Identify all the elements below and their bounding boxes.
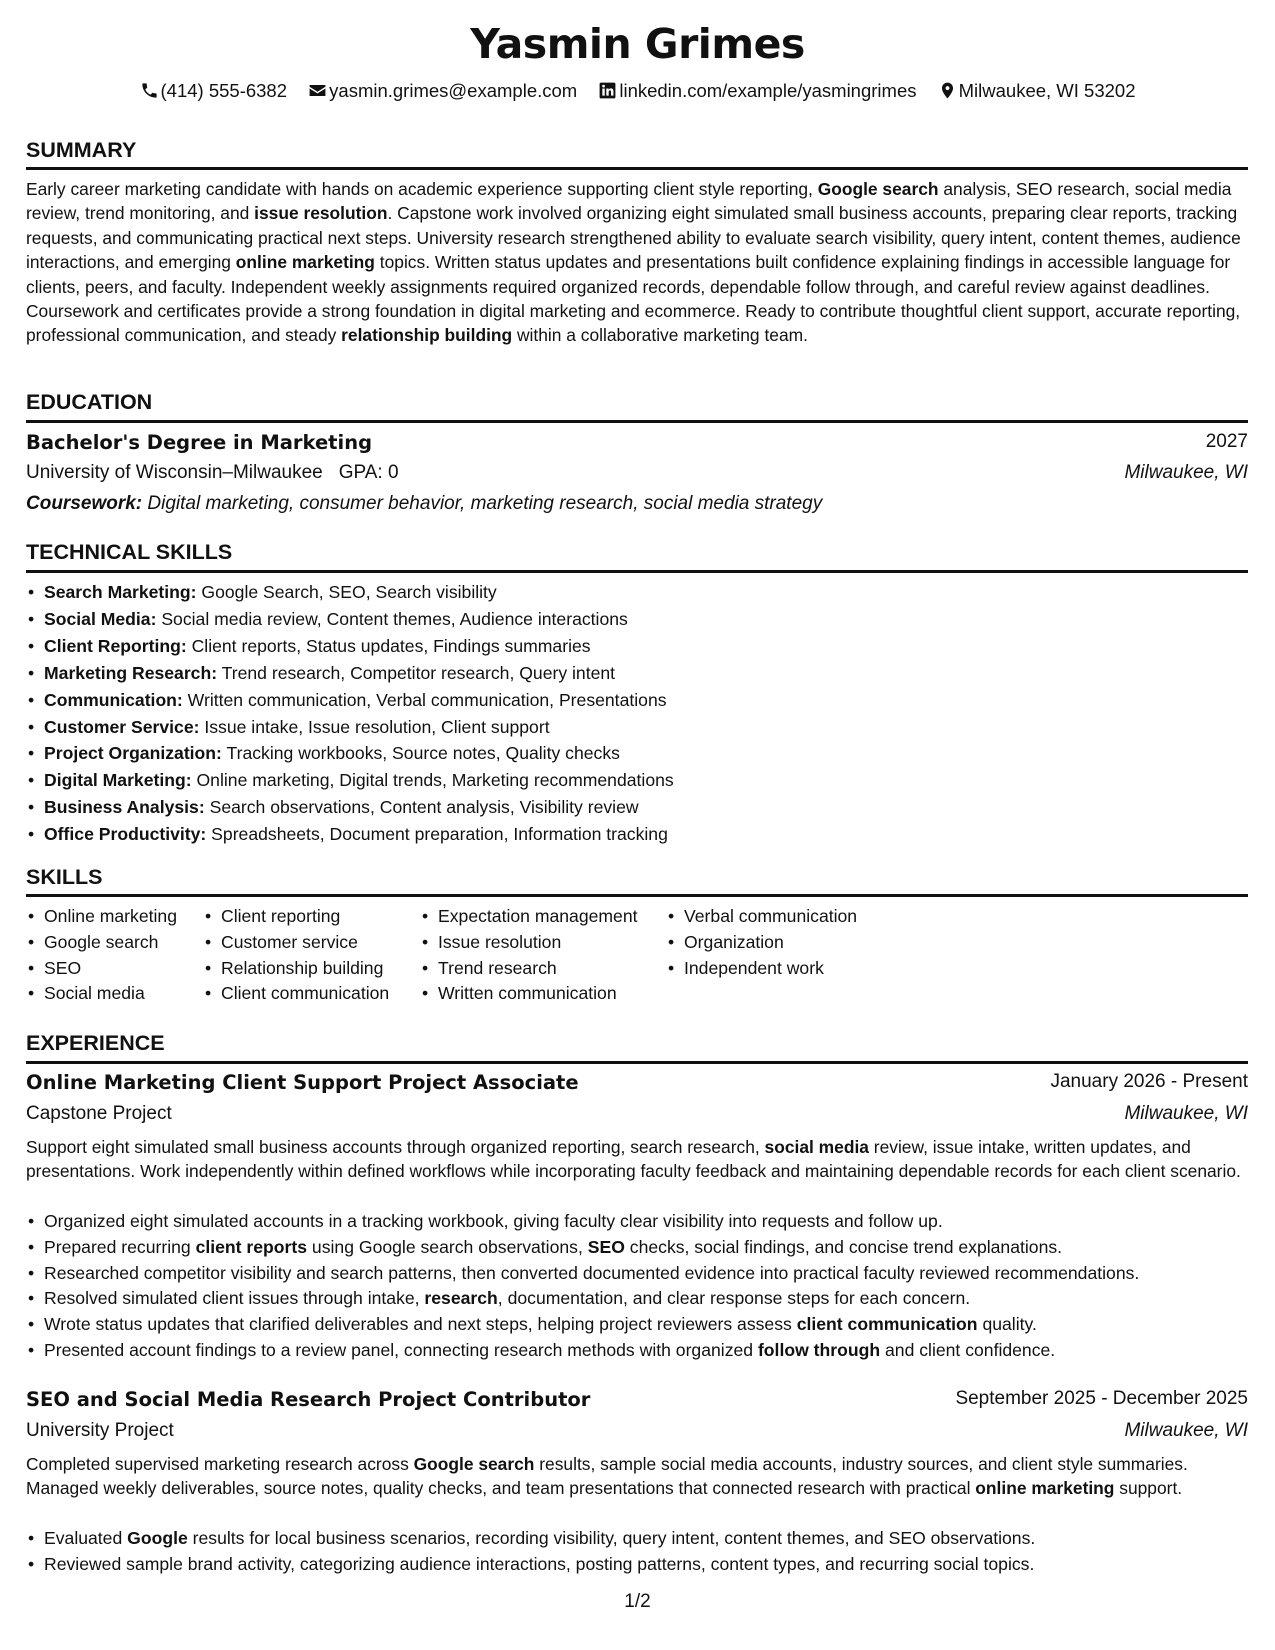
experience-rule [26, 1061, 1248, 1064]
coursework-text: Digital marketing, consumer behavior, marketing research, social media strategy [142, 493, 823, 514]
skills-column [203, 904, 389, 1007]
experience-bullet [26, 1261, 1139, 1287]
technical-skill-values: Trend research, Competitor research, Query intent [217, 662, 616, 683]
emphasis-text: online marketing [235, 252, 375, 273]
job-1-description [26, 1135, 1252, 1184]
skills-column-list [26, 904, 177, 1007]
technical-skill-label: Digital Marketing: [44, 770, 192, 791]
text-run: review, issue intake, written updates, and presentations. Work independently within defined workflows while incorporating faculty feedback and maintaining dependable records for each client scenario. [26, 1137, 1241, 1182]
education-rule [26, 420, 1248, 423]
technical-skill-item [26, 687, 674, 714]
education-school-row [26, 462, 1248, 484]
contact-linkedin-text: linkedin.com/example/yasmingrimes [619, 80, 917, 101]
technical-skill-label: Social Media: [44, 608, 157, 629]
experience-bullet [26, 1526, 1035, 1552]
text-run: Support eight simulated small business accounts through organized reporting, search research, [26, 1137, 765, 1157]
technical-skill-item [26, 767, 674, 794]
technical-skills-heading: TECHNICAL SKILLS [26, 540, 233, 564]
emphasis-text: Google search [817, 179, 939, 199]
candidate-name: Yasmin Grimes [470, 20, 805, 68]
job-1-dates: January 2026 - Present [1050, 1071, 1248, 1092]
technical-skill-item [26, 794, 674, 821]
contact-location-text: Milwaukee, WI 53202 [958, 80, 1136, 101]
job-2-org: University Project [26, 1420, 174, 1441]
technical-skill-values: Client reports, Status updates, Findings summaries [186, 635, 591, 656]
text-run: . Capstone work involved organizing eight simulated small business accounts, preparing clear reports, tracking requests, and communicating practical next steps. University research strengthened ability to evaluate search visibility, query intent, content themes, audience interactions, and emerging [26, 203, 1241, 273]
emphasis-text: Google [127, 1528, 188, 1548]
emphasis-text: social media [764, 1137, 869, 1157]
text-run: topics. Written status updates and presentations built confidence explaining findings in accessible language for clients, peers, and faculty. Independent weekly assignments required organized records, dependable follow through, and careful review against deadlines. Coursework and certificates provide a strong foundation in digital marketing and ecommerce. Ready to contribute thoughtful client support, accurate reporting, professional communication, and steady [26, 252, 1241, 346]
gpa: GPA: 0 [338, 462, 399, 483]
skill-item: • Verbal communication [666, 904, 857, 930]
technical-skill-label: Search Marketing: [44, 582, 197, 602]
text-run: and client confidence. [880, 1339, 1056, 1360]
contact-email[interactable] [308, 80, 577, 102]
technical-skill-item [26, 821, 674, 848]
summary-rule [26, 167, 1248, 170]
education-degree-row [26, 431, 1248, 454]
contact-location [938, 80, 1136, 102]
summary-heading: SUMMARY [26, 138, 137, 162]
emphasis-text: follow through [757, 1339, 881, 1360]
skill-item: • Organization [666, 930, 857, 956]
experience-bullet [26, 1209, 1139, 1235]
job-2-role: SEO and Social Media Research Project Contributor [26, 1388, 591, 1411]
text-run: Wrote status updates that clarified deliverables and next steps, helping project reviewers assess [44, 1314, 797, 1335]
technical-skill-label: Business Analysis: [44, 797, 205, 818]
emphasis-text: research [424, 1288, 498, 1309]
skills-heading: SKILLS [26, 865, 103, 889]
school-location: Milwaukee, WI [1124, 462, 1248, 483]
text-run: Presented account findings to a review panel, connecting research methods with organized [44, 1339, 758, 1360]
text-run: Organized eight simulated accounts in a tracking workbook, giving faculty clear visibility into requests and follow up. [44, 1211, 943, 1231]
page-number: 1/2 [624, 1591, 651, 1612]
job-1-org-row [26, 1103, 1248, 1125]
text-run: checks, social findings, and concise trend explanations. [624, 1236, 1063, 1257]
skill-item: • Client communication [203, 981, 389, 1007]
technical-skills-rule [26, 570, 1248, 573]
technical-skill-label: Marketing Research: [44, 662, 218, 683]
skill-item: • Social media [26, 981, 177, 1007]
summary-text [26, 177, 1252, 348]
text-run: using Google search observations, [307, 1236, 588, 1257]
linkedin-icon [598, 81, 617, 100]
skills-column-list [666, 904, 857, 981]
technical-skill-label: Communication: [44, 689, 183, 710]
skill-item: • Issue resolution [420, 930, 638, 956]
contact-phone [140, 80, 288, 102]
technical-skill-item [26, 714, 674, 741]
skills-column [420, 904, 638, 1007]
experience-heading: EXPERIENCE [26, 1031, 165, 1055]
technical-skill-values: Google Search, SEO, Search visibility [196, 582, 497, 602]
technical-skill-values: Written communication, Verbal communication, Presentations [182, 689, 667, 710]
job-2-description [26, 1452, 1252, 1501]
emphasis-text: client communication [796, 1314, 978, 1335]
text-run: Researched competitor visibility and search patterns, then converted documented evidence into practical faculty reviewed recommendations. [44, 1262, 1140, 1283]
skills-rule [26, 894, 1248, 897]
skill-item: • Relationship building [203, 956, 389, 982]
emphasis-text: issue resolution [254, 203, 388, 224]
technical-skill-values: Spreadsheets, Document preparation, Information tracking [206, 824, 668, 845]
skill-item: • Online marketing [26, 904, 177, 930]
skill-item: • Expectation management [420, 904, 638, 930]
experience-bullet [26, 1235, 1139, 1261]
technical-skill-values: Tracking workbooks, Source notes, Quality checks [221, 743, 620, 764]
technical-skill-label: Office Productivity: [44, 824, 207, 845]
technical-skill-label: Project Organization: [44, 743, 222, 764]
skill-item: • Google search [26, 930, 177, 956]
skills-column-list [203, 904, 389, 1007]
job-2-dates: September 2025 - December 2025 [955, 1388, 1248, 1409]
technical-skill-item [26, 633, 674, 660]
school-name: University of Wisconsin–Milwaukee [26, 462, 323, 483]
emphasis-text: SEO [587, 1236, 625, 1257]
contact-email-text: yasmin.grimes@example.com [329, 80, 578, 101]
text-run: within a collaborative marketing team. [512, 325, 808, 346]
technical-skill-label: Customer Service: [44, 716, 200, 737]
emphasis-text: client reports [195, 1236, 308, 1257]
envelope-icon [308, 81, 327, 100]
technical-skill-values: Social media review, Content themes, Audience interactions [156, 608, 628, 629]
skills-column [26, 904, 177, 1007]
technical-skill-item [26, 740, 674, 767]
phone-icon [140, 81, 159, 100]
skill-item: • Trend research [420, 956, 638, 982]
experience-bullet [26, 1312, 1139, 1338]
skill-item: • Independent work [666, 956, 857, 982]
text-run: , documentation, and clear response steps for each concern. [497, 1288, 971, 1309]
job-2-bullets [26, 1526, 1035, 1578]
map-pin-icon [938, 81, 957, 100]
skill-item: • Client reporting [203, 904, 389, 930]
graduation-year: 2027 [1205, 431, 1248, 452]
technical-skill-item [26, 660, 674, 687]
skill-item: • Written communication [420, 981, 638, 1007]
job-2-location: Milwaukee, WI [1124, 1420, 1248, 1441]
technical-skill-item [26, 579, 674, 606]
text-run: Early career marketing candidate with hands on academic experience supporting client style reporting, [26, 179, 818, 199]
coursework [26, 493, 1248, 515]
job-2-org-row [26, 1420, 1248, 1442]
text-run: Evaluated [44, 1528, 128, 1548]
job-1-role: Online Marketing Client Support Project Associate [26, 1071, 579, 1094]
text-run: Prepared recurring [44, 1236, 196, 1257]
skills-column-list [420, 904, 638, 1007]
contact-phone-text: (414) 555-6382 [160, 80, 288, 101]
contact-linkedin[interactable] [598, 80, 916, 102]
text-run: support. [1114, 1478, 1183, 1499]
text-run: analysis, SEO research, social media review, trend monitoring, and [26, 179, 1232, 224]
text-run: results, sample social media accounts, industry sources, and client style summaries. Managed weekly deliverables, source notes, quality checks, and team presentations that connected research with practical [26, 1454, 1188, 1499]
education-heading: EDUCATION [26, 390, 153, 414]
technical-skill-label: Client Reporting: [44, 635, 187, 656]
experience-bullet [26, 1552, 1035, 1578]
job-1-bullets [26, 1209, 1139, 1364]
contact-bar [0, 80, 1275, 102]
text-run: quality. [977, 1314, 1037, 1335]
skill-item: • Customer service [203, 930, 389, 956]
experience-bullet [26, 1338, 1139, 1364]
technical-skills-list [26, 579, 674, 848]
job-2-title-row [26, 1388, 1248, 1411]
skills-column [666, 904, 857, 981]
technical-skill-values: Search observations, Content analysis, Visibility review [204, 797, 639, 818]
text-run: Completed supervised marketing research across [26, 1454, 414, 1474]
job-1-title-row [26, 1071, 1248, 1094]
job-1-location: Milwaukee, WI [1124, 1103, 1248, 1124]
text-run: Resolved simulated client issues through intake, [44, 1288, 425, 1309]
text-run: results for local business scenarios, recording visibility, query intent, content themes, and SEO observations. [187, 1528, 1036, 1548]
technical-skill-item [26, 606, 674, 633]
experience-bullet [26, 1286, 1139, 1312]
text-run: Reviewed sample brand activity, categorizing audience interactions, posting patterns, content types, and recurring social topics. [44, 1553, 1035, 1574]
emphasis-text: relationship building [341, 325, 513, 346]
technical-skill-values: Online marketing, Digital trends, Marketing recommendations [191, 770, 674, 791]
technical-skill-values: Issue intake, Issue resolution, Client support [199, 716, 550, 737]
coursework-label: Coursework: [26, 493, 143, 514]
emphasis-text: online marketing [975, 1478, 1115, 1499]
job-1-org: Capstone Project [26, 1103, 172, 1124]
degree-title: Bachelor's Degree in Marketing [26, 431, 373, 454]
skill-item: • SEO [26, 956, 177, 982]
emphasis-text: Google search [413, 1454, 535, 1474]
